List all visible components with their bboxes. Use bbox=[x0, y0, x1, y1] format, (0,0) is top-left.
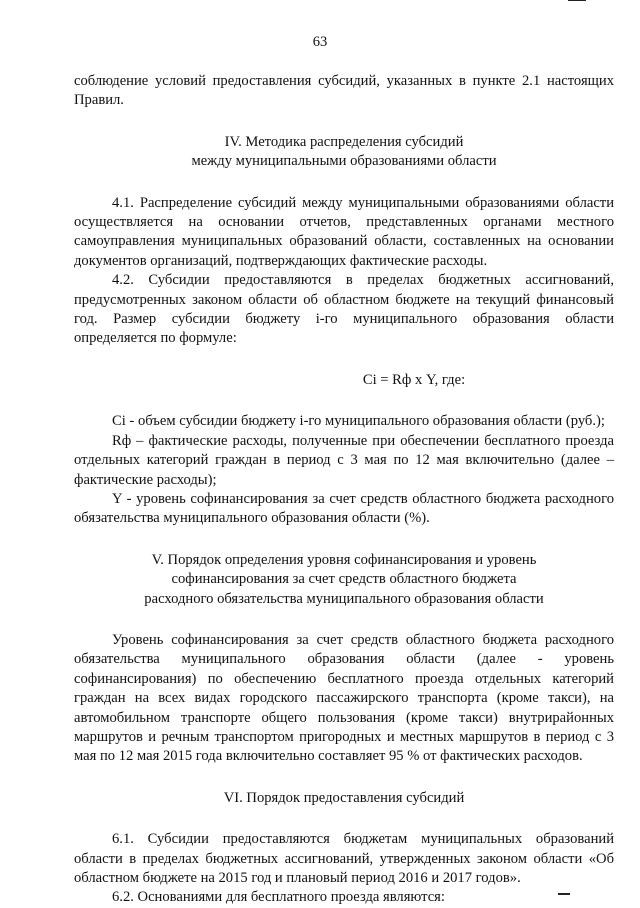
formula: Ci = Rф х Y, где: bbox=[362, 371, 466, 388]
section-v-heading-line1: V. Порядок определения уровня софинансирования и уровень bbox=[151, 551, 537, 568]
section-iv-heading-line1: IV. Методика распределения субсидий bbox=[224, 133, 464, 150]
definition-y: Y - уровень софинансирования за счет средств областного бюджета расходного обязательства муниципального образования области (%). bbox=[74, 490, 614, 527]
paragraph-6-2: 6.2. Основаниями для бесплатного проезда являются: bbox=[112, 889, 445, 906]
section-v-heading-line2: софинансирования за счет средств областного бюджета bbox=[171, 571, 517, 588]
section-vi-heading: VI. Порядок предоставления субсидий bbox=[223, 789, 465, 806]
paragraph-4-1: 4.1. Распределение субсидий между муниципальными образованиями области осуществляется на основании отчетов, представленных органами местного самоуправления муниципальных образований области, составленных на основании документов организаций, подтверждающих фактические расходы. bbox=[74, 194, 614, 269]
document-body bbox=[74, 72, 614, 908]
page-number: 63 bbox=[312, 34, 328, 50]
paragraph-4-2: 4.2. Субсидии предоставляются в пределах бюджетных ассигнований, предусмотренных законом области об областном бюджете на текущий финансовый год. Размер субсидии бюджету i-го муниципального образования области определяется по формуле: bbox=[74, 272, 614, 347]
paragraph-5: Уровень софинансирования за счет средств областного бюджета расходного обязательства муниципального образования области (далее - уровень софинансирования) по обеспечению бесплатного проезда отдельных категорий граждан на всех видах городского пассажирского транспорта (кроме такси), на автомобильном транспорте общего пользования (кроме такси) внутрирайонных маршрутов и речным транспортом пригородных и местных маршрутов в период с 3 мая по 12 мая 2015 года включительно составляет 95 % от фактических расходов. bbox=[74, 631, 614, 765]
definition-rf: Rф – фактические расходы, полученные при обеспечении бесплатного проезда отдельных категорий граждан в период с 3 мая по 12 мая включительно (далее – фактические расходы); bbox=[74, 432, 614, 488]
scan-mark-top bbox=[568, 0, 586, 1]
section-iv-heading-line2: между муниципальными образованиями области bbox=[191, 153, 497, 170]
definition-ci: Ci - объем субсидии бюджету i-го муниципального образования области (руб.); bbox=[112, 413, 605, 430]
paragraph-6-1: 6.1. Субсидии предоставляются бюджетам муниципальных образований области в пределах бюджетных ассигнований, утвержденных законом области «Об областном бюджете на 2015 год и плановый период 2016 и 2017 годов». bbox=[74, 831, 614, 886]
scan-mark-bottom bbox=[558, 893, 570, 895]
section-v-heading-line3: расходного обязательства муниципального образования области bbox=[144, 590, 544, 607]
paragraph-continuation: соблюдение условий предоставления субсидий, указанных в пункте 2.1 настоящих Правил. bbox=[74, 73, 614, 109]
